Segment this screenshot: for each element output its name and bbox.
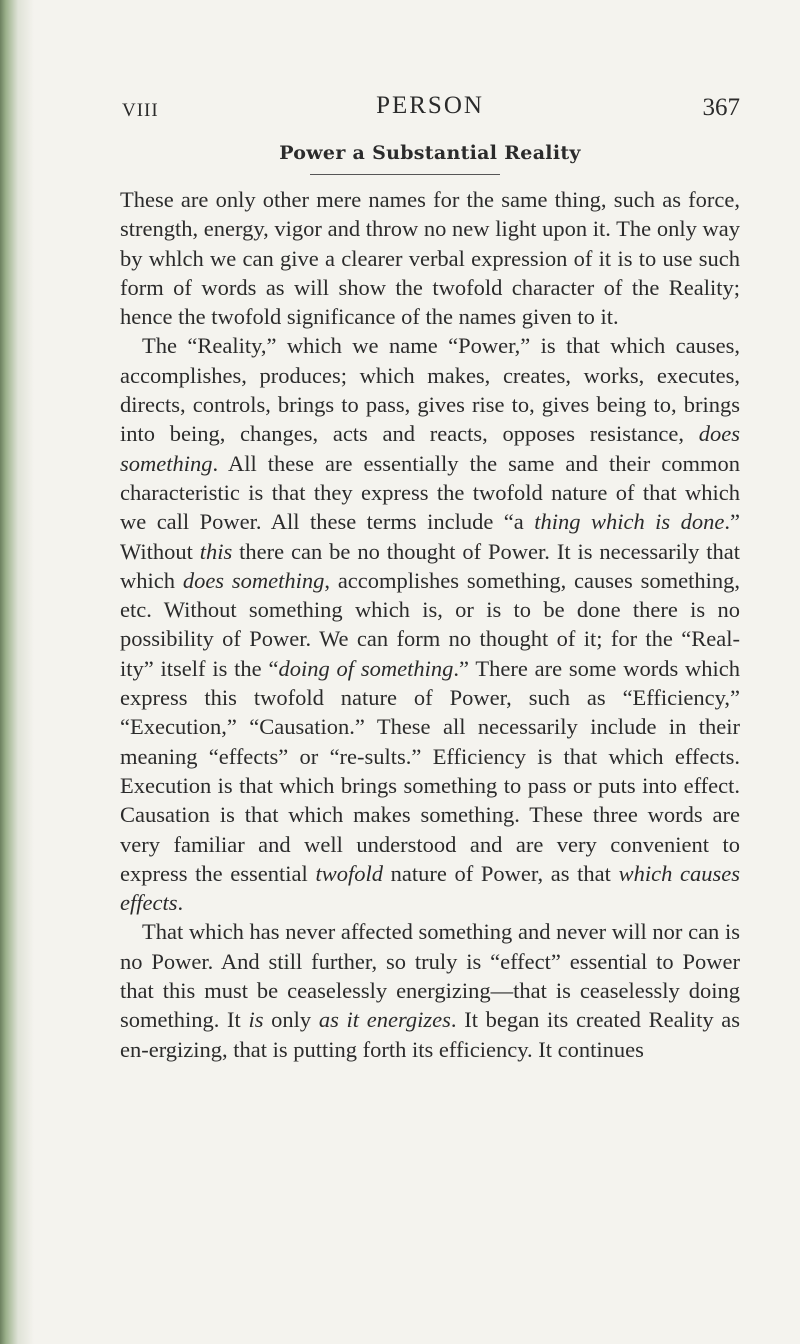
running-title: PERSON [376, 92, 484, 119]
italic-text: does something [120, 421, 740, 476]
text-run: .” There are some words which express this twofold nature of Power, such as “Efficiency,” “Execution,” “Causation.” These all necessarily include in their meaning “effects” or “re-sults.” Efficiency is that which effects. Execution is that which brings something to pass or puts into effect. Causation is that which makes something. These three words are very familiar and well understood and are very convenient to express the essential [120, 655, 741, 886]
italic-text: this [199, 538, 233, 564]
text-run: . It began its created Reality as en-ergizing, that is putting forth its efficiency. It continues [120, 1007, 740, 1062]
italic-text: is [248, 1007, 264, 1033]
body-text [120, 185, 740, 1064]
paragraph [120, 331, 740, 917]
text-run: there can be no thought of Power. It is necessarily that which [120, 538, 740, 593]
section-title: Power a Substantial Reality [279, 142, 581, 164]
text-run: only [263, 1007, 319, 1033]
title-rule [310, 174, 500, 175]
italic-text: which causes effects [120, 860, 740, 916]
text-run: The “Reality,” which we name “Power,” is that which causes, accomplishes, produces; which makes, creates, works, executes, directs, controls, brings to pass, gives rise to, gives being to, brings into being, changes, acts and reacts, opposes resistance, [120, 333, 740, 447]
text-run: nature of Power, as that [382, 860, 619, 886]
page-number: 367 [702, 94, 740, 121]
italic-text: doing of something [278, 655, 454, 681]
italic-text: thing which is done [534, 509, 725, 535]
book-spine-shadow [0, 0, 34, 1344]
running-head [120, 92, 740, 122]
italic-text: does something [182, 567, 325, 593]
text-run: These are only other mere names for the same thing, such as force, strength, energy, vigor and throw no new light upon it. The only way by whlch we can give a clearer verbal expression of it is to use such form of words as will show the twofold character of the Reality; hence the twofold significance of the names given to it. [120, 187, 740, 330]
paragraph [120, 185, 740, 331]
chapter-number: VIII [122, 100, 159, 121]
italic-text: as it energizes [318, 1007, 451, 1033]
paragraph [120, 917, 740, 1063]
text-run: That which has never affected something and never will nor can is no Power. And still further, so truly is “effect” essential to Power that this must be ceaselessly energizing—that is ceaselessly doing something. It [120, 919, 740, 1033]
text-run: .” Without [120, 509, 740, 564]
text-run: , accomplishes something, causes something, etc. Without something which is, or is to be done there is no possibility of Power. We can form no thought of it; for the “Real-ity” itself is the “ [120, 567, 740, 681]
italic-text: twofold [315, 860, 383, 886]
text-run: . All these are essentially the same and their common characteristic is that they express the twofold nature of that which we call Power. All these terms include “a [120, 450, 740, 535]
text-run: . [177, 890, 184, 916]
